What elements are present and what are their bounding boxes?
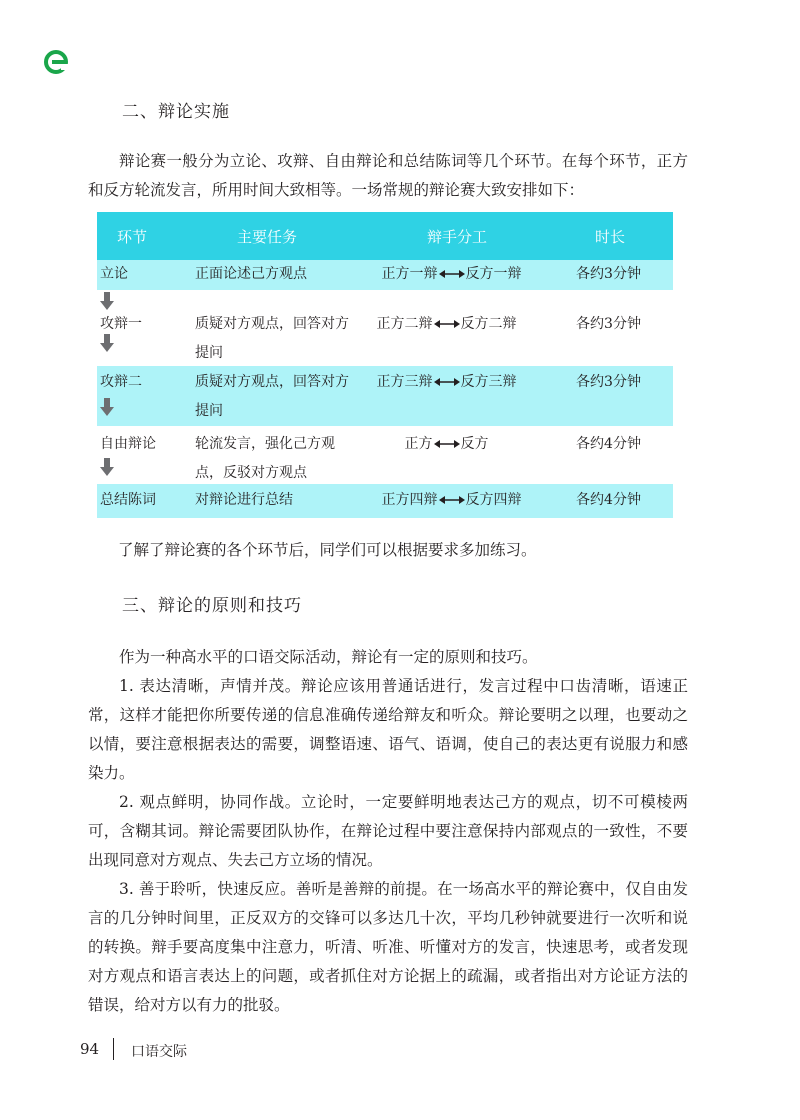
stage-label: 自由辩论 (100, 436, 156, 452)
table-row (97, 290, 673, 366)
double-arrow-icon (439, 495, 465, 505)
double-arrow-icon (434, 377, 460, 387)
header-stage: 环节 (116, 227, 147, 246)
stage-label: 攻辩二 (100, 374, 142, 390)
intro-paragraph: 辩论赛一般分为立论、攻辩、自由辩论和总结陈词等几个环节。在每个环节，正方和反方轮流发言，所用时间大致相等。一场常规的辩论赛大致安排如下： (88, 152, 688, 199)
header-speakers: 辩手分工 (426, 227, 487, 246)
task-cell: 轮流发言，强化己方观点，反驳对方观点 (195, 436, 335, 481)
page-number: 94 (80, 1040, 100, 1058)
double-arrow-icon (439, 269, 465, 279)
speakers-cell: 正方二辩 反方二辩 (376, 316, 517, 332)
time-cell: 各约3分钟 (576, 316, 641, 332)
section-heading-implementation: 二、辩论实施 (122, 102, 230, 122)
speakers-cell: 正方三辩 反方三辩 (376, 374, 517, 390)
table-row (97, 366, 673, 426)
principles-intro: 作为一种高水平的口语交际活动，辩论有一定的原则和技巧。 (119, 648, 538, 666)
footer-section-label: 口语交际 (131, 1044, 187, 1060)
table-header (97, 212, 673, 260)
double-arrow-icon (434, 319, 460, 329)
time-cell: 各约3分钟 (576, 374, 641, 390)
header-time: 时长 (594, 227, 625, 246)
table-row (97, 484, 673, 518)
debate-schedule-table (97, 212, 673, 518)
table-row (97, 260, 673, 290)
time-cell: 各约4分钟 (576, 492, 641, 508)
speakers-cell: 正方 反方 (404, 436, 489, 452)
principles-body (88, 643, 688, 1020)
down-arrow-icon (100, 398, 114, 416)
table-row (97, 426, 673, 484)
time-cell: 各约4分钟 (576, 436, 641, 452)
time-cell: 各约3分钟 (576, 266, 641, 282)
speakers-cell: 正方一辩 反方一辩 (381, 266, 522, 282)
section-heading-principles: 三、辩论的原则和技巧 (122, 596, 302, 616)
stage-label: 立论 (100, 266, 128, 282)
double-arrow-icon (434, 439, 460, 449)
principle-1: 1. 表达清晰，声情并茂。辩论应该用普通话进行，发言过程中口齿清晰，语速正常，这样才能把你所要传递的信息准确传递给辩友和听众。辩论要明之以理，也要动之以情，要注意根据表达的需要，调整语速、语气、语调，使自己的表达更有说服力和感染力。 (88, 677, 688, 782)
principle-3: 3. 善于聆听，快速反应。善听是善辩的前提。在一场高水平的辩论赛中，仅自由发言的几分钟时间里，正反双方的交锋可以多达几十次，平均几秒钟就要进行一次听和说的转换。辩手要高度集中注意力，听清、听准、听懂对方的发言，快速思考，或者发现对方观点和语言表达上的问题，或者抓住对方论据上的疏漏，或者指出对方论证方法的错误，给对方以有力的批驳。 (88, 880, 688, 1014)
task-cell: 质疑对方观点，回答对方提问 (195, 374, 349, 419)
task-cell: 正面论述己方观点 (195, 266, 307, 282)
stage-label: 攻辩一 (100, 316, 142, 332)
down-arrow-icon (100, 292, 114, 310)
footer-divider (113, 1038, 114, 1060)
down-arrow-icon (100, 458, 114, 476)
task-cell: 对辩论进行总结 (195, 492, 293, 508)
speakers-cell: 正方四辩 反方四辩 (381, 492, 522, 508)
after-table-paragraph: 了解了辩论赛的各个环节后，同学们可以根据要求多加练习。 (118, 541, 537, 559)
principle-2: 2. 观点鲜明，协同作战。立论时，一定要鲜明地表达己方的观点，切不可模棱两可，含糊其词。辩论需要团队协作，在辩论过程中要注意保持内部观点的一致性，不要出现同意对方观点、失去己方立场的情况。 (88, 793, 688, 869)
stage-label: 总结陈词 (100, 492, 156, 508)
task-cell: 质疑对方观点，回答对方提问 (195, 316, 349, 361)
green-e-logo-icon (43, 49, 69, 75)
down-arrow-icon (100, 334, 114, 352)
header-task: 主要任务 (236, 227, 297, 246)
